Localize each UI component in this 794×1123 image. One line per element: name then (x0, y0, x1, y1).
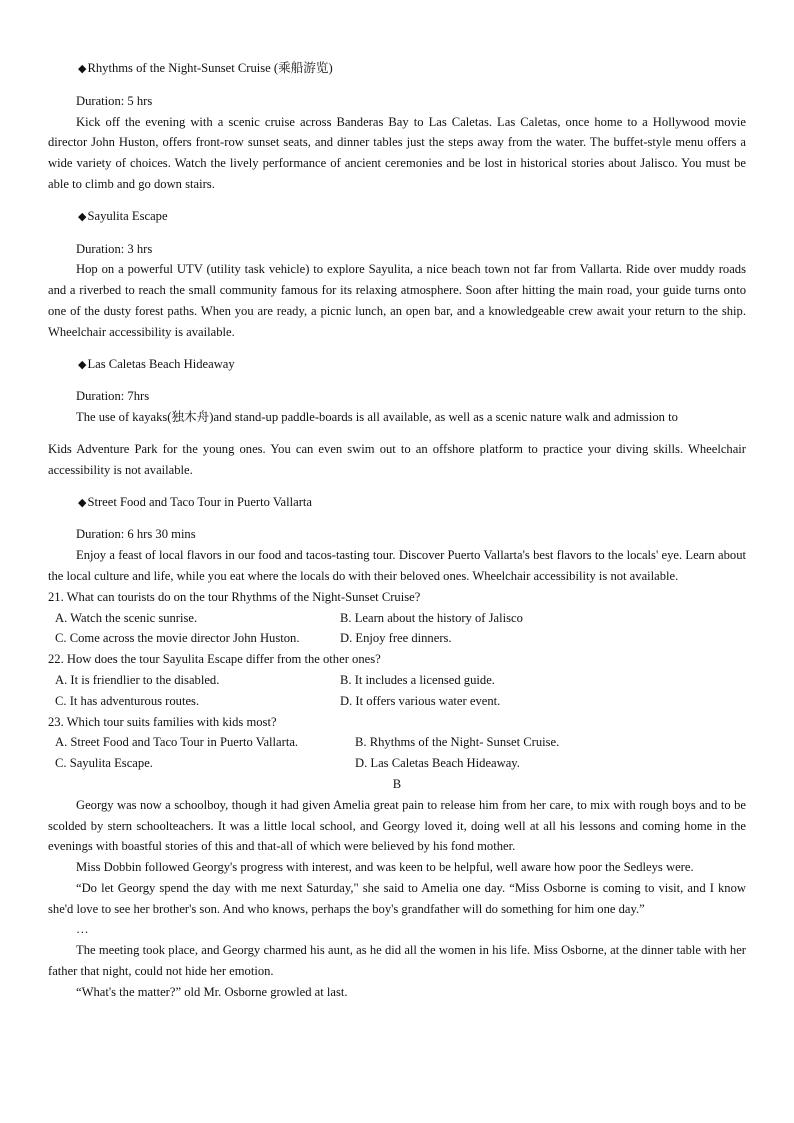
passage-paragraph-1: Georgy was now a schoolboy, though it had given Amelia great pain to release him from her care, to mix with rough boys and to be scolded by stern schoolteachers. It was a little local school, and Georgy loved it, doing well at all his lessons and coming home in the evenings with boastful stories of this and that-all of which were believed by his fond mother. (48, 797, 746, 854)
option-a: A. It is friendlier to the disabled. (55, 672, 220, 687)
option-b: B. It includes a licensed guide. (340, 672, 495, 687)
tour-duration: Duration: 7hrs (76, 389, 150, 404)
diamond-bullet-icon: ◆ (78, 357, 87, 371)
question-stem: 22. How does the tour Sayulita Escape differ from the other ones? (48, 652, 381, 667)
option-c: C. Sayulita Escape. (55, 756, 153, 771)
option-a: A. Watch the scenic sunrise. (55, 610, 198, 625)
question-23 (48, 712, 746, 774)
passage-paragraph-3: “Do let Georgy spend the day with me next Saturday," she said to Amelia one day. “Miss Osborne is coming to visit, and I know she'd love to see her brother's son. And who knows, perhaps the boy's grandfather will do something for him one day.” (48, 880, 746, 916)
diamond-bullet-icon: ◆ (78, 209, 87, 223)
option-c: C. Come across the movie director John Huston. (55, 631, 300, 646)
passage-paragraph-2: Miss Dobbin followed Georgy's progress with interest, and was keen to be helpful, well aware how poor the Sedleys were. (76, 860, 694, 875)
option-d: D. It offers various water event. (340, 693, 501, 708)
question-21 (48, 587, 746, 649)
tour-heading-sayulita-escape: ◆Sayulita Escape (78, 208, 168, 223)
option-b: B. Learn about the history of Jalisco (340, 610, 523, 625)
tour-description-rest: Kids Adventure Park for the young ones. You can even swim out to an offshore platform to practice your diving skills. Wheelchair accessibility is not available. (48, 441, 746, 477)
tour-description: Hop on a powerful UTV (utility task vehicle) to explore Sayulita, a nice beach town not far from Vallarta. Ride over muddy roads and a riverbed to reach the small community famous for its relaxing atmosphere. Soon after hitting the main road, your guide turns onto one of the dusty forest paths. When you are ready, a picnic lunch, an open bar, and a knowledgeable crew await your return to the ship. Wheelchair accessibility is available. (48, 262, 746, 339)
passage-ellipsis: … (76, 922, 89, 937)
section-b-label: B (392, 776, 402, 791)
passage-paragraph-4: The meeting took place, and Georgy charmed his aunt, as he did all the women in his life. Miss Osborne, at the dinner table with her father that night, could not hide her emotion. (48, 943, 746, 979)
document-page (48, 58, 746, 1003)
passage-paragraph-5: “What's the matter?” old Mr. Osborne growled at last. (76, 984, 348, 999)
diamond-bullet-icon: ◆ (78, 62, 87, 75)
tour-description: Enjoy a feast of local flavors in our food and tacos-tasting tour. Discover Puerto Vallarta's best flavors to the locals' eye. Learn about the local culture and life, while you eat where the locals do with their beloved ones. Wheelchair accessibility is not available. (48, 548, 746, 583)
option-d: D. Enjoy free dinners. (340, 631, 452, 646)
tour-duration: Duration: 5 hrs (76, 93, 153, 108)
question-stem: 23. Which tour suits families with kids most? (48, 714, 277, 729)
tour-duration: Duration: 3 hrs (76, 241, 153, 256)
question-22 (48, 649, 746, 711)
tour-duration: Duration: 6 hrs 30 mins (76, 527, 196, 542)
option-b: B. Rhythms of the Night- Sunset Cruise. (355, 735, 560, 750)
tour-description-line1: The use of kayaks(独木舟)and stand-up paddle-boards is all available, as well as a scenic nature walk and admission to (76, 410, 678, 425)
tour-heading-las-caletas: ◆Las Caletas Beach Hideaway (78, 356, 235, 371)
option-a: A. Street Food and Taco Tour in Puerto Vallarta. (55, 735, 299, 750)
tour-description: Kick off the evening with a scenic cruise across Banderas Bay to Las Caletas. Las Caletas, once home to a Hollywood movie director John Huston, offers front-row sunset seats, and dinner tables just the steps away from the water. The buffet-style menu offers a wide variety of choices. Watch the lively performance of ancient ceremonies and be lost in historical stories about Jalisco. You must be able to climb and go down stairs. (48, 114, 746, 191)
option-c: C. It has adventurous routes. (55, 693, 200, 708)
question-stem: 21. What can tourists do on the tour Rhythms of the Night-Sunset Cruise? (48, 589, 421, 604)
option-d: D. Las Caletas Beach Hideaway. (355, 756, 520, 771)
tour-heading-street-food: ◆Street Food and Taco Tour in Puerto Vallarta (78, 494, 313, 509)
diamond-bullet-icon: ◆ (78, 495, 87, 509)
tour-heading-sunset-cruise: ◆Rhythms of the Night-Sunset Cruise (乘船游览) (78, 61, 333, 75)
